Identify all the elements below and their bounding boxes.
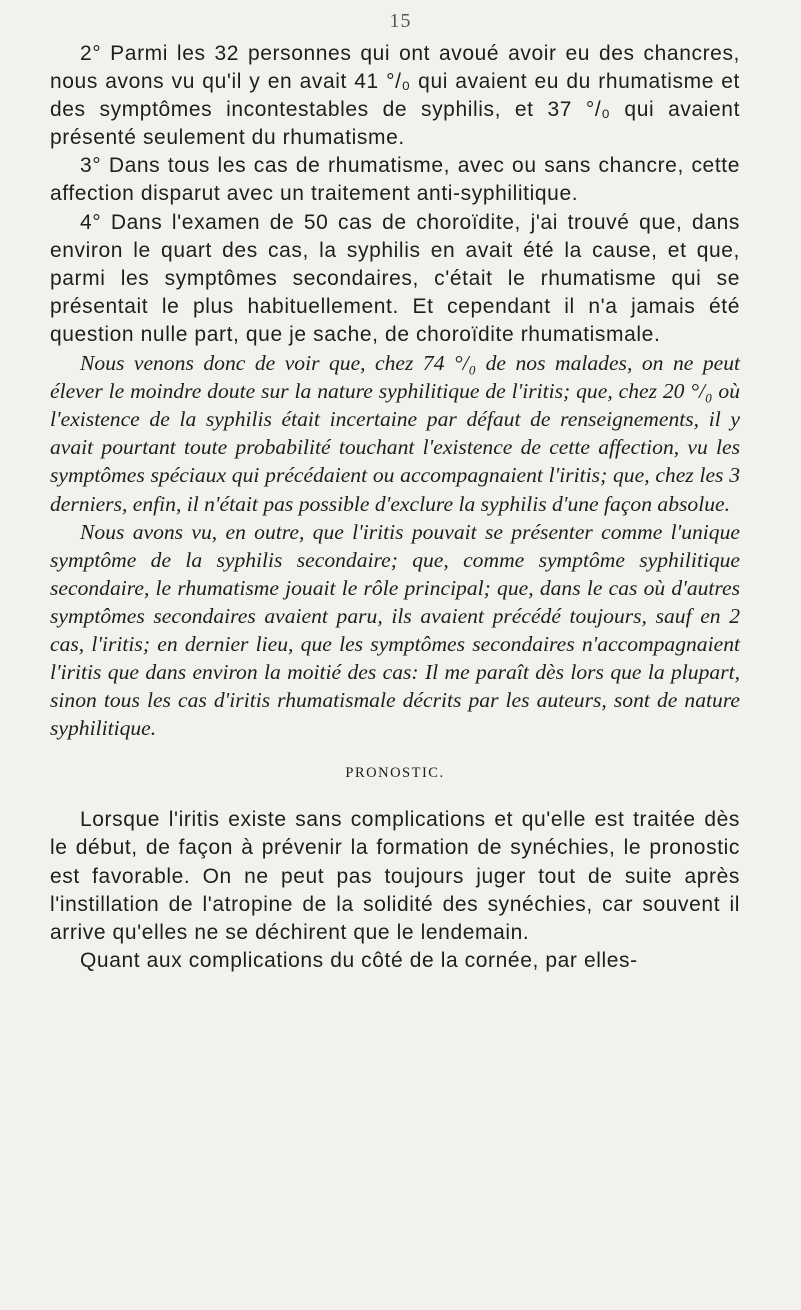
paragraph-conclusion-2: Nous avons vu, en outre, que l'iritis pouvait se présenter comme l'unique symptôme de la syphilis secondaire; que, comme symptôme syphilitique secondaire, le rhumatisme jouait le rôle principal; que, dans le cas où d'autres symptômes secondaires avaient paru, ils avaient précédé toujours, sauf en 2 cas, l'iritis; en dernier lieu, que les symptômes secondaires n'accompagnaient l'iritis que dans environ la moitié des cas: Il me paraît dès lors que la plupart, sinon tous les cas d'iritis rhumatismale décrits par les auteurs, sont de nature syphilitique. [50,519,740,741]
paragraph-conclusion-1: Nous venons donc de voir que, chez 74 °/₀ de nos malades, on ne peut élever le moindre doute sur la nature syphilitique de l'iritis; que, chez 20 °/₀ où l'existence de la syphilis était incertaine par défaut de renseignements, il y avait pourtant toute probabilité touchant l'existence de cette affection, vu les symptômes spéciaux qui précédaient ou accompagnaient l'iritis; que, chez les 3 derniers, enfin, il n'était pas possible d'exclure la syphilis d'une façon absolue. [50,351,740,516]
paragraph-point-2: 2° Parmi les 32 personnes qui ont avoué avoir eu des chancres, nous avons vu qu'il y en avait 41 °/₀ qui avaient eu du rhumatisme et des symptômes incontestables de syphilis, et 37 °/₀ qui avaient présenté seulement du rhumatisme. [50,42,740,150]
paragraph-point-4: 4° Dans l'examen de 50 cas de choroïdite, j'ai trouvé que, dans environ le quart des cas, la syphilis en avait été la cause, et que, parmi les symptômes secondaires, c'était le rhumatisme qui se présentait le plus habituellement. Et cependant il n'a jamais été question nulle part, que je sache, de choroïdite rhumatismale. [50,210,740,346]
paragraph-pronostic-2: Quant aux complications du côté de la cornée, par elles- [80,948,638,972]
body-text [50,40,740,975]
page-number: 15 [389,10,412,32]
paragraph-point-3: 3° Dans tous les cas de rhumatisme, avec ou sans chancre, cette affection disparut avec un traitement anti-syphilitique. [50,154,740,206]
section-heading-pronostic: PRONOSTIC. [345,765,445,782]
paragraph-pronostic-1: Lorsque l'iritis existe sans complications et qu'elle est traitée dès le début, de façon à prévenir la formation de synéchies, le pronostic est favorable. On ne peut pas toujours juger tout de suite après l'instillation de l'atropine de la solidité des synéchies, car souvent il arrive qu'elles ne se déchirent que le lendemain. [50,808,740,944]
